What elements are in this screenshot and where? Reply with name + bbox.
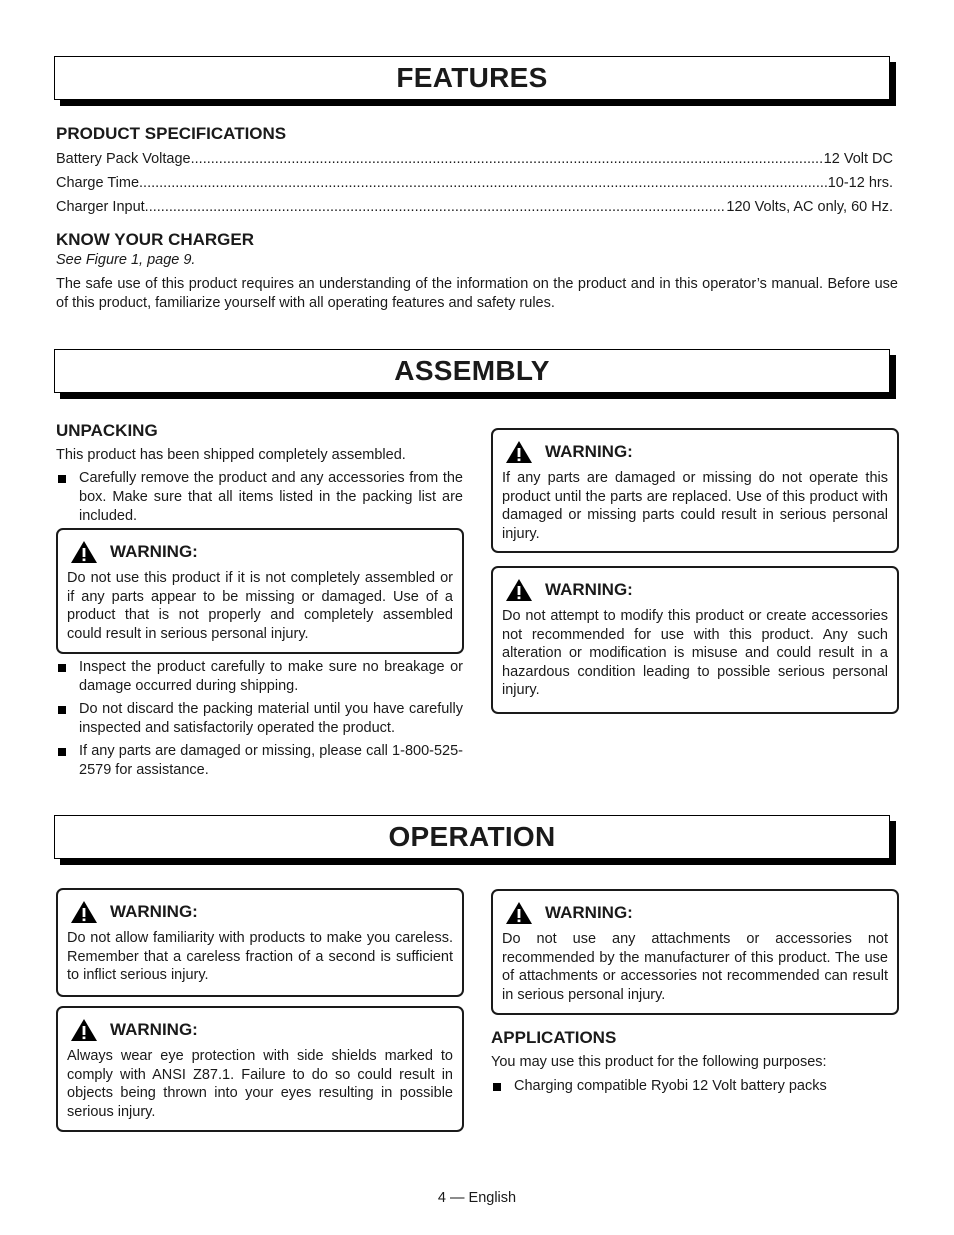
applications-heading: APPLICATIONS bbox=[491, 1028, 617, 1047]
spec-value: 12 Volt DC bbox=[823, 151, 893, 167]
warning-triangle-icon bbox=[505, 440, 533, 464]
warning-triangle-icon bbox=[70, 540, 98, 564]
list-item-text: Inspect the product carefully to make sure no breakage or damage occurred during shipping. bbox=[79, 659, 463, 694]
spec-row bbox=[56, 174, 893, 192]
warning-title: WARNING: bbox=[545, 442, 633, 461]
warning-title: WARNING: bbox=[545, 580, 633, 599]
warning-header bbox=[505, 578, 888, 602]
warning-box bbox=[491, 889, 899, 1015]
warning-triangle-icon bbox=[70, 900, 98, 924]
warning-header bbox=[505, 440, 888, 464]
bullet-square-icon bbox=[58, 706, 66, 714]
warning-box bbox=[56, 528, 464, 654]
list-item bbox=[56, 742, 463, 780]
warning-header bbox=[70, 900, 453, 924]
spec-label: Charge Time bbox=[56, 175, 140, 191]
unpacking-heading: UNPACKING bbox=[56, 421, 158, 440]
warning-triangle-icon bbox=[505, 901, 533, 925]
warning-text: Always wear eye protection with side shields marked to comply with ANSI Z87.1. Failure to do so could result in objects being thrown into your eyes resulting in possible serious injury. bbox=[67, 1048, 453, 1120]
warning-text: Do not attempt to modify this product or create accessories not recommended for use with this product. Any such alteration or modification is misuse and could result in a hazardous condition leading to possible serious personal injury. bbox=[502, 608, 888, 699]
spec-label: Battery Pack Voltage bbox=[56, 151, 191, 167]
bullet-square-icon bbox=[58, 664, 66, 672]
features-banner bbox=[54, 56, 890, 100]
assembly-title: ASSEMBLY bbox=[394, 355, 550, 386]
dot-leader bbox=[139, 174, 828, 192]
know-your-charger-heading: KNOW YOUR CHARGER bbox=[56, 230, 255, 249]
warning-text: Do not allow familiarity with products to make you careless. Remember that a careless fraction of a second is sufficient to inflict serious injury. bbox=[67, 930, 453, 984]
spec-value: 10-12 hrs. bbox=[827, 175, 893, 191]
spec-row bbox=[56, 150, 893, 168]
warning-box bbox=[491, 428, 899, 553]
spec-row bbox=[56, 198, 893, 216]
dot-leader bbox=[145, 198, 727, 216]
list-item-text: Charging compatible Ryobi 12 Volt battery packs bbox=[514, 1078, 827, 1094]
applications-intro: You may use this product for the following purposes: bbox=[491, 1054, 827, 1070]
page-footer: 4 — English bbox=[437, 1190, 517, 1206]
list-item-text: Carefully remove the product and any accessories from the box. Make sure that all items listed in the packing list are included. bbox=[79, 470, 463, 524]
warning-title: WARNING: bbox=[110, 542, 198, 561]
warning-triangle-icon bbox=[70, 1018, 98, 1042]
warning-title: WARNING: bbox=[110, 1020, 198, 1039]
warning-header bbox=[70, 540, 453, 564]
bullet-square-icon bbox=[58, 748, 66, 756]
warning-header bbox=[505, 901, 888, 925]
bullet-square-icon bbox=[493, 1083, 501, 1091]
warning-box bbox=[56, 888, 464, 997]
unpacking-intro: This product has been shipped completely assembled. bbox=[56, 447, 406, 463]
spec-value: 120 Volts, AC only, 60 Hz. bbox=[726, 199, 893, 215]
warning-text: If any parts are damaged or missing do not operate this product until the parts are replaced. Use of this product with damaged or missing parts could result in serious personal injury. bbox=[502, 470, 888, 542]
warning-title: WARNING: bbox=[110, 902, 198, 921]
features-title: FEATURES bbox=[396, 62, 548, 93]
bullet-square-icon bbox=[58, 475, 66, 483]
list-item bbox=[56, 658, 463, 696]
dot-leader bbox=[191, 150, 824, 168]
list-item-text: If any parts are damaged or missing, please call 1-800-525-2579 for assistance. bbox=[79, 743, 463, 778]
warning-title: WARNING: bbox=[545, 903, 633, 922]
list-item-text: Do not discard the packing material until you have carefully inspected and satisfactorily operated the product. bbox=[79, 701, 463, 736]
spec-label: Charger Input bbox=[56, 199, 145, 215]
warning-text: Do not use any attachments or accessories not recommended by the manufacturer of this product. The use of attachments or accessories not recommended can result in serious personal injury. bbox=[502, 931, 888, 1003]
warning-box bbox=[56, 1006, 464, 1132]
warning-text: Do not use this product if it is not completely assembled or if any parts appear to be missing or damaged. Use of a product that is not properly and completely assembled could result in serious personal injury. bbox=[67, 570, 453, 642]
figure-reference: See Figure 1, page 9. bbox=[56, 252, 196, 268]
assembly-banner bbox=[54, 349, 890, 393]
list-item bbox=[56, 700, 463, 738]
list-item bbox=[56, 469, 463, 526]
product-specifications-heading: PRODUCT SPECIFICATIONS bbox=[56, 124, 287, 143]
operation-banner bbox=[54, 815, 890, 859]
operation-title: OPERATION bbox=[388, 821, 556, 852]
warning-box bbox=[491, 566, 899, 714]
list-item bbox=[491, 1077, 898, 1096]
warning-triangle-icon bbox=[505, 578, 533, 602]
charger-paragraph: The safe use of this product requires an understanding of the information on the product and in this operator’s manual. Before use of this product, familiarize yourself with all operating features and safety rules. bbox=[56, 276, 898, 311]
warning-header bbox=[70, 1018, 453, 1042]
